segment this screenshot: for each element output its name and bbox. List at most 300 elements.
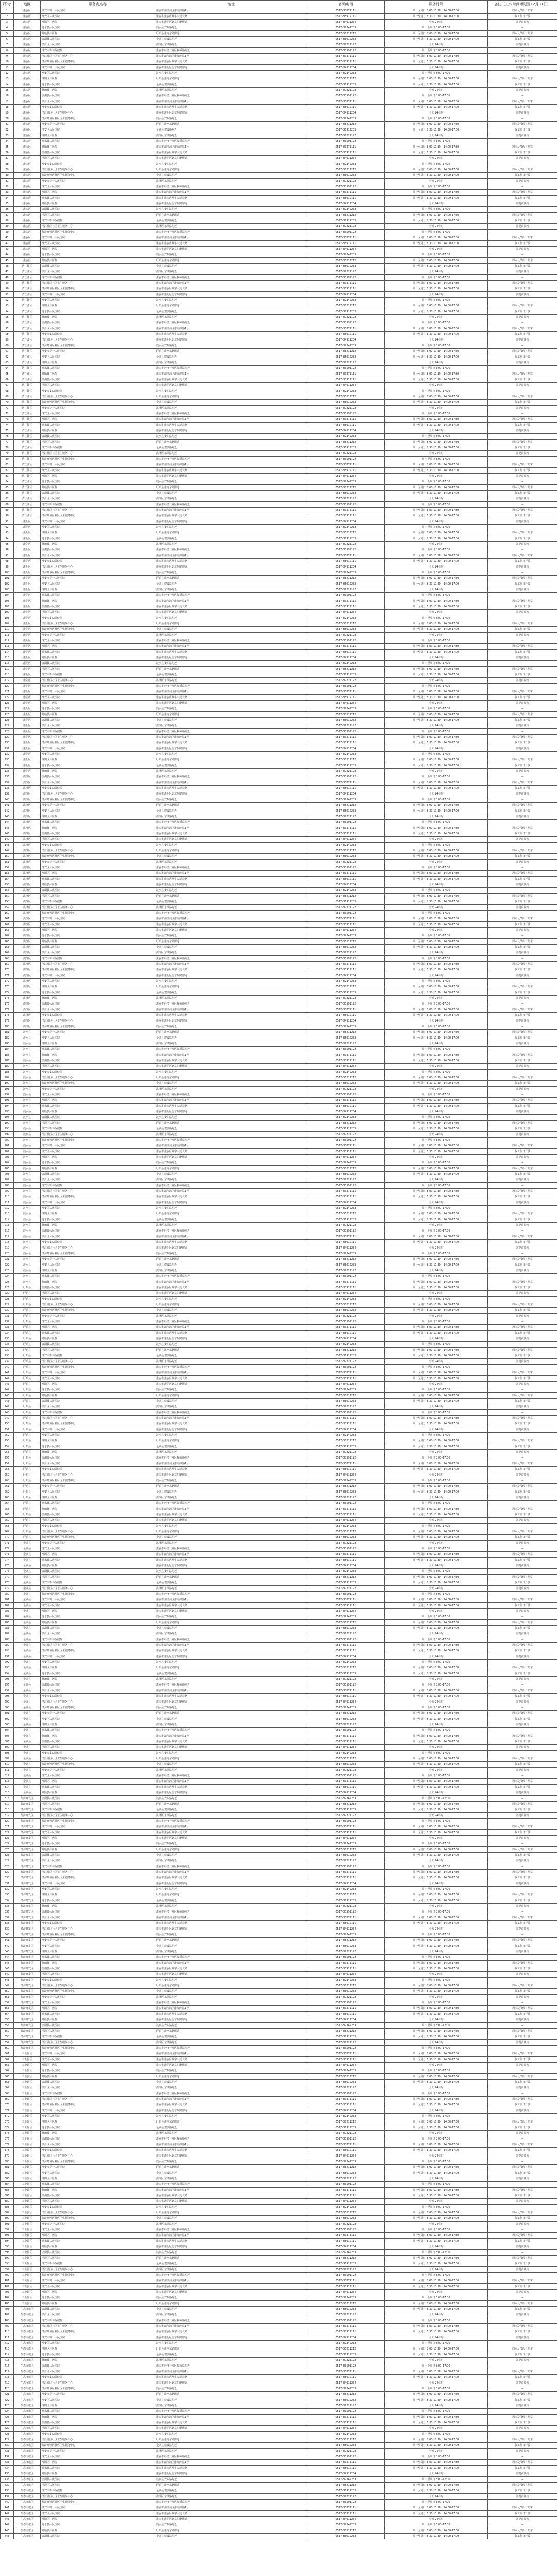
row-note: 周末及节假日照常 [488,1847,557,1853]
row-note: — [488,752,557,757]
row-region: 盱眙县 [14,1421,41,1427]
row-index: 384 [1,2182,14,2188]
row-index: 371 [1,2108,14,2114]
row-address: 淮安市淮阴区北京东路附近 [155,610,307,615]
row-address: 淮安市淮安区翔宇大道北路 [155,2148,307,2153]
row-address: 金湖县建设路附近 [155,491,307,496]
row-phone: 0517-87221122 [307,860,385,865]
table-row [1,2437,557,2443]
row-address: 洪泽区东风路附近 [155,905,307,911]
row-phone: 0517-86912233 [307,1853,385,1858]
row-note: 仅工作日开放 [488,2511,557,2517]
table-row [1,1018,557,1024]
row-note: 周末及节假日照常 [488,31,557,37]
row-address: 淮安市经济开发区枚乘路附近 [155,93,307,99]
table-row [1,1189,557,1194]
row-note: — [488,615,557,621]
row-phone: 0517-86912233 [307,2170,385,2176]
table-row [1,150,557,156]
row-region: 盱眙县 [14,1512,41,1518]
row-note: 需提前预约 [488,1291,557,1297]
table-header-row [1,1,557,8]
row-address: 涟水县安东路附近 [155,1524,307,1529]
row-note: 需提前预约 [488,1109,557,1115]
row-hours: 周一至周日 8:00-17:00 [385,1070,488,1075]
row-note: 周末及节假日照常 [488,735,557,740]
row-address: 淮安市清江浦区淮海西路1号 [155,2188,307,2193]
row-phone: 0517-84911234 [307,1155,385,1160]
row-note: 仅工作日开放 [488,786,557,791]
row-region: 洪泽区 [14,837,41,843]
row-region: 清江浦区 [14,298,41,303]
row-region: 金湖县 [14,1563,41,1569]
row-note: 仅工作日开放 [488,82,557,88]
row-name: 淮安市妇幼保健院 [41,332,155,337]
row-note: 需提前预约 [488,2290,557,2295]
row-note: 周末及节假日照常 [488,712,557,718]
row-phone: 0517-83871111 [307,99,385,105]
row-name: 涟水县人民医院 [41,1444,155,1450]
row-phone: 0517-84911234 [307,1563,385,1569]
row-hours: 周一至周日 8:00-17:00 [385,1909,488,1915]
table-row [1,2046,557,2051]
row-index: 441 [1,2505,14,2511]
row-index: 230 [1,1308,14,1314]
table-row [1,269,557,275]
row-region: 生态文旅区 [14,2335,41,2341]
table-row [1,848,557,854]
row-name: 淮安市第一人民医院 [41,1824,155,1830]
row-name: 经济开发区社区卫生服务中心 [41,59,155,65]
row-phone: 0517-83591122 [307,1592,385,1597]
row-name: 淮阴区中医院 [41,1609,155,1614]
row-index: 49 [1,281,14,286]
row-hours: 周一至周日 8:00-11:30，14:00-17:30 [385,1961,488,1966]
row-name: 清江浦区社区卫生服务中心 [41,2494,155,2500]
row-name: 淮安区人民医院 [41,865,155,871]
row-name: 涟水县人民医院 [41,139,155,144]
table-row [1,1172,557,1177]
table-row [1,1109,557,1115]
row-region: 淮阴区 [14,752,41,757]
row-name: 盱眙县中医院 [41,88,155,93]
row-region: 淮阴区 [14,763,41,769]
row-address: 淮安市清江浦区淮海西路1号 [155,235,307,241]
row-address: 淮安市清江浦区淮海西路1号 [155,2324,307,2329]
row-address: 涟水县安东路附近 [155,388,307,394]
row-hours: 周一至周日 8:00-11:30，14:00-17:30 [385,1643,488,1648]
table-row [1,1830,557,1836]
row-hours: 周一至周日 8:00-11:30，14:00-17:30 [385,1802,488,1807]
row-phone: 0517-83871111 [307,1370,385,1376]
table-row [1,48,557,54]
row-hours: 周一至周五 8:30-11:30，14:00-17:00 [385,1376,488,1382]
row-index: 282 [1,1603,14,1609]
table-row [1,808,557,814]
row-hours: 周一至周日 8:00-11:30，14:00-17:30 [385,2188,488,2193]
row-note: 需提前预约 [488,1745,557,1751]
row-name: 涟水县人民医院 [41,1785,155,1790]
row-region: 洪泽区 [14,825,41,831]
row-note: 周末及节假日照常 [488,1597,557,1603]
row-index: 411 [1,2335,14,2341]
row-hours: 周一至周五 8:30-11:30，14:00-17:00 [385,899,488,905]
row-address: 淮安市经济开发区枚乘路附近 [155,275,307,281]
table-row [1,1949,557,1955]
table-row [1,950,557,956]
row-index: 60 [1,343,14,349]
row-address: 淮安市淮安区翔宇大道北路 [155,1376,307,1382]
row-address: 淮安市淮阴区北京东路附近 [155,1336,307,1342]
row-note: 周末及节假日照常 [488,1756,557,1762]
table-row [1,1802,557,1807]
row-note: 周末及节假日照常 [488,258,557,264]
table-row [1,1716,557,1722]
row-index: 408 [1,2318,14,2324]
row-hours: 周一至周日 8:00-11:30，14:00-17:30 [385,916,488,922]
row-hours: 周一至周五 8:30-11:30，14:00-17:00 [385,2034,488,2040]
row-name: 盱眙县中医院 [41,1563,155,1569]
row-address: 金湖县建设路附近 [155,945,307,950]
row-index: 32 [1,184,14,190]
row-name: 清江浦区社区卫生服务中心 [41,1643,155,1648]
row-phone: 0517-84911234 [307,1699,385,1705]
row-name: 淮安市妇幼保健院 [41,1467,155,1472]
table-row [1,491,557,496]
row-region: 盱眙县 [14,1478,41,1484]
row-index: 71 [1,406,14,411]
row-hours: 全天 24小时 [385,996,488,1001]
row-name: 盱眙县中医院 [41,939,155,945]
row-address: 洪泽区东风路附近 [155,179,307,184]
row-name: 盱眙县中医院 [41,2301,155,2307]
row-hours: 全天 24小时 [385,2176,488,2182]
row-name: 淮安区人民医院 [41,1887,155,1892]
row-region: 清江浦区 [14,451,41,457]
row-note: 仅工作日开放 [488,945,557,950]
table-row [1,701,557,706]
row-index: 137 [1,780,14,786]
row-address: 盱眙县淮河东路附近 [155,1484,307,1489]
row-phone: 0517-88211212 [307,1575,385,1580]
row-hours: 周一至周日 8:00-11:30，14:00-17:30 [385,1711,488,1716]
row-note: 周末及节假日照常 [488,1143,557,1149]
row-note: — [488,1546,557,1552]
row-hours: 周一至周日 8:00-17:00 [385,1864,488,1870]
row-address: 淮安市淮阴区北京东路附近 [155,2199,307,2205]
row-name: 洪泽区人民医院 [41,1404,155,1410]
row-hours: 周一至周五 8:30-11:30，14:00-17:00 [385,1126,488,1132]
row-hours: 全天 24小时 [385,179,488,184]
header-hours: 服务时间 [385,1,488,8]
table-row [1,803,557,808]
row-region: 盱眙县 [14,1297,41,1302]
row-index: 405 [1,2301,14,2307]
row-address: 淮安市淮安区翔宇大道北路 [155,1830,307,1836]
row-note: — [488,1705,557,1711]
row-phone: 0517-85912111 [307,513,385,519]
row-region: 清江浦区 [14,269,41,275]
row-address: 淮安市清江浦区淮海西路1号 [155,281,307,286]
table-row [1,2170,557,2176]
table-row [1,911,557,916]
row-phone: 0517-83871111 [307,2006,385,2012]
row-note: 需提前预约 [488,201,557,207]
row-phone: 0517-83591122 [307,2409,385,2415]
row-name: 经济开发区社区卫生服务中心 [41,627,155,633]
row-phone: 0517-82342233 [307,525,385,530]
row-note: 仅工作日开放 [488,1172,557,1177]
row-name: 经济开发区社区卫生服务中心 [41,1024,155,1030]
row-hours: 周一至周日 8:00-11:30，14:00-17:30 [385,303,488,309]
row-index: 195 [1,1109,14,1115]
row-phone: 0517-85912111 [307,922,385,928]
row-note: — [488,1455,557,1461]
row-address: 淮安市清江浦区淮海西路1号 [155,508,307,513]
row-name: 金湖县人民医院 [41,1682,155,1688]
row-index: 201 [1,1143,14,1149]
row-hours: 周一至周五 8:30-11:30，14:00-17:00 [385,536,488,542]
row-note: 周末及节假日照常 [488,1075,557,1081]
row-note: — [488,2454,557,2460]
table-row [1,525,557,530]
row-region: 金湖县 [14,1688,41,1694]
row-phone: 0517-82342233 [307,570,385,576]
row-region: 清江浦区 [14,400,41,406]
row-note: — [488,2341,557,2346]
row-region: 金湖县 [14,1768,41,1773]
row-note: 周末及节假日照常 [488,1302,557,1308]
row-index: 246 [1,1399,14,1404]
table-row [1,1762,557,1768]
row-address: 淮安市经济开发区枚乘路附近 [155,1319,307,1325]
row-index: 77 [1,440,14,445]
row-address: 金湖县建设路附近 [155,309,307,315]
row-note: — [488,1478,557,1484]
row-phone: 0517-87221122 [307,1268,385,1274]
row-index: 337 [1,1915,14,1921]
row-address: 金湖县建设路附近 [155,37,307,42]
row-note: — [488,1410,557,1416]
row-index: 353 [1,2006,14,2012]
row-hours: 周一至周日 8:00-17:00 [385,547,488,553]
row-address: 淮安市经济开发区枚乘路附近 [155,865,307,871]
row-name: 盱眙县中医院 [41,1052,155,1058]
row-region: 经济开发区 [14,1932,41,1938]
row-note: 仅工作日开放 [488,1739,557,1745]
row-index: 379 [1,2153,14,2159]
row-address: 盱眙县淮河东路附近 [155,1802,307,1807]
row-address: 淮安市清江浦区淮海西路1号 [155,1461,307,1467]
row-hours: 周一至周五 8:30-11:30，14:00-17:00 [385,877,488,882]
row-name: 金湖县人民医院 [41,377,155,383]
row-phone: 0517-84911234 [307,292,385,298]
row-name: 淮安市妇幼保健院 [41,1070,155,1075]
row-note: — [488,1274,557,1279]
row-address: 淮安市经济开发区枚乘路附近 [155,2409,307,2415]
row-phone: 0517-88211212 [307,485,385,491]
table-row [1,837,557,843]
table-row [1,1484,557,1489]
row-index: 193 [1,1098,14,1104]
row-hours: 周一至周日 8:00-11:30，14:00-17:30 [385,1847,488,1853]
row-index: 305 [1,1733,14,1739]
row-region: 洪泽区 [14,945,41,950]
row-region: 经济开发区 [14,1841,41,1847]
row-note: 周末及节假日照常 [488,1506,557,1512]
row-address: 淮安市淮阴区北京东路附近 [155,1200,307,1206]
table-row [1,752,557,757]
row-phone: 0517-85912111 [307,14,385,20]
row-phone: 0517-86912233 [307,1535,385,1541]
row-hours: 周一至周日 8:00-17:00 [385,1796,488,1802]
row-hours: 周一至周五 8:30-11:30，14:00-17:00 [385,1035,488,1041]
row-region: 经济开发区 [14,1819,41,1824]
row-name: 盱眙县中医院 [41,1109,155,1115]
table-row [1,65,557,71]
row-index: 124 [1,706,14,712]
row-note: 仅工作日开放 [488,967,557,973]
row-note: 仅工作日开放 [488,2352,557,2358]
row-note: 周末及节假日照常 [488,984,557,990]
row-region: 盱眙县 [14,1376,41,1382]
row-phone: 0517-85912111 [307,1376,385,1382]
row-hours: 周一至周日 8:00-11:30，14:00-17:30 [385,1938,488,1943]
row-index: 206 [1,1172,14,1177]
row-index: 424 [1,2409,14,2415]
row-index: 169 [1,962,14,967]
row-region: 涟水县 [14,1194,41,1200]
row-address: 涟水县安东路附近 [155,1660,307,1665]
row-hours: 周一至周日 8:00-17:00 [385,2114,488,2119]
row-address: 涟水县安东路附近 [155,843,307,848]
row-name: 淮安区人民医院 [41,1830,155,1836]
row-note: 周末及节假日照常 [488,2006,557,2012]
row-phone: 0517-82342233 [307,1024,385,1030]
row-note: 需提前预约 [488,1336,557,1342]
row-phone: 0517-86912233 [307,2397,385,2403]
row-hours: 周一至周日 8:00-17:00 [385,275,488,281]
row-index: 7 [1,42,14,48]
row-phone: 0517-87221122 [307,633,385,638]
row-region: 金湖县 [14,1654,41,1660]
row-name: 淮安区人民医院 [41,71,155,76]
row-phone: 0517-84911234 [307,1654,385,1660]
row-note: 仅工作日开放 [488,1875,557,1881]
row-hours: 周一至周日 8:00-11:30，14:00-17:30 [385,2460,488,2466]
row-note: 需提前预约 [488,814,557,820]
row-address: 淮安市淮阴区北京东路附近 [155,1245,307,1251]
row-name: 涟水县人民医院 [41,82,155,88]
row-index: 10 [1,59,14,65]
row-note: 仅工作日开放 [488,718,557,723]
table-row [1,1467,557,1472]
row-address: 涟水县安东路附近 [155,71,307,76]
row-region: 工业园区 [14,2125,41,2131]
row-region: 工业园区 [14,2142,41,2148]
table-row [1,502,557,508]
row-address: 洪泽区东风路附近 [155,1858,307,1864]
row-region: 工业园区 [14,2159,41,2165]
row-note: 周末及节假日照常 [488,235,557,241]
row-note: 需提前预约 [488,1995,557,2000]
row-phone: 0517-82342233 [307,1841,385,1847]
row-index: 50 [1,286,14,292]
row-region: 淮阴区 [14,769,41,774]
row-hours: 全天 24小时 [385,1699,488,1705]
row-address: 洪泽区东风路附近 [155,2222,307,2227]
row-note: — [488,2295,557,2301]
row-index: 391 [1,2222,14,2227]
row-note: 周末及节假日照常 [488,598,557,604]
row-index: 227 [1,1291,14,1297]
row-address: 盱眙县淮河东路附近 [155,530,307,536]
row-name: 淮安市第一人民医院 [41,633,155,638]
row-address: 淮安市淮安区翔宇大道北路 [155,14,307,20]
row-hours: 周一至周五 8:30-11:30，14:00-17:00 [385,1444,488,1450]
row-address: 盱眙县淮河东路附近 [155,1302,307,1308]
row-name: 洪泽区人民医院 [41,1631,155,1637]
row-note: 周末及节假日照常 [488,2505,557,2511]
row-index: 345 [1,1961,14,1966]
table-row [1,922,557,928]
row-hours: 周一至周日 8:00-11:30，14:00-17:30 [385,1552,488,1558]
row-hours: 周一至周五 8:30-11:30，14:00-17:00 [385,2534,488,2539]
row-region: 经济开发区 [14,1978,41,1983]
table-row [1,684,557,689]
row-phone: 0517-88211212 [307,1529,385,1535]
row-note: — [488,1978,557,1983]
row-address: 金湖县建设路附近 [155,1308,307,1314]
row-address: 淮安市经济开发区枚乘路附近 [155,820,307,825]
row-phone: 0517-88211212 [307,757,385,763]
row-note: 周末及节假日照常 [488,1779,557,1785]
row-region: 经济开发区 [14,1870,41,1875]
row-region: 涟水县 [14,1155,41,1160]
row-address: 盱眙县淮河东路附近 [155,349,307,354]
row-hours: 周一至周五 8:30-11:30，14:00-17:00 [385,1081,488,1087]
row-region: 淮阴区 [14,661,41,667]
row-hours: 周一至周日 8:00-17:00 [385,1614,488,1620]
row-region: 生态文旅区 [14,2488,41,2494]
row-hours: 周一至周日 8:00-11:30，14:00-17:30 [385,1030,488,1035]
row-hours: 周一至周五 8:30-11:30，14:00-17:00 [385,990,488,996]
row-hours: 全天 24小时 [385,1677,488,1682]
row-note: 周末及节假日照常 [488,167,557,173]
table-row [1,468,557,474]
row-index: 69 [1,394,14,400]
row-address: 淮安市淮阴区北京东路附近 [155,247,307,252]
row-address: 淮安市清江浦区淮海西路1号 [155,2006,307,2012]
row-name: 盱眙县中医院 [41,1336,155,1342]
row-index: 156 [1,888,14,894]
row-address: 盱眙县淮河东路附近 [155,1393,307,1399]
row-hours: 周一至周五 8:30-11:30，14:00-17:00 [385,1875,488,1881]
row-phone: 0517-83871111 [307,2142,385,2148]
row-name: 经济开发区社区卫生服务中心 [41,2443,155,2449]
table-row [1,1870,557,1875]
row-region: 淮阴区 [14,627,41,633]
row-region: 淮安区 [14,139,41,144]
row-index: 11 [1,65,14,71]
row-address: 淮安市清江浦区淮海西路1号 [155,598,307,604]
table-row [1,2420,557,2426]
row-phone: 0517-82342233 [307,2386,385,2392]
row-region: 清江浦区 [14,303,41,309]
row-phone: 0517-86912233 [307,1262,385,1268]
row-note: — [488,434,557,440]
row-phone: 0517-85912111 [307,1512,385,1518]
